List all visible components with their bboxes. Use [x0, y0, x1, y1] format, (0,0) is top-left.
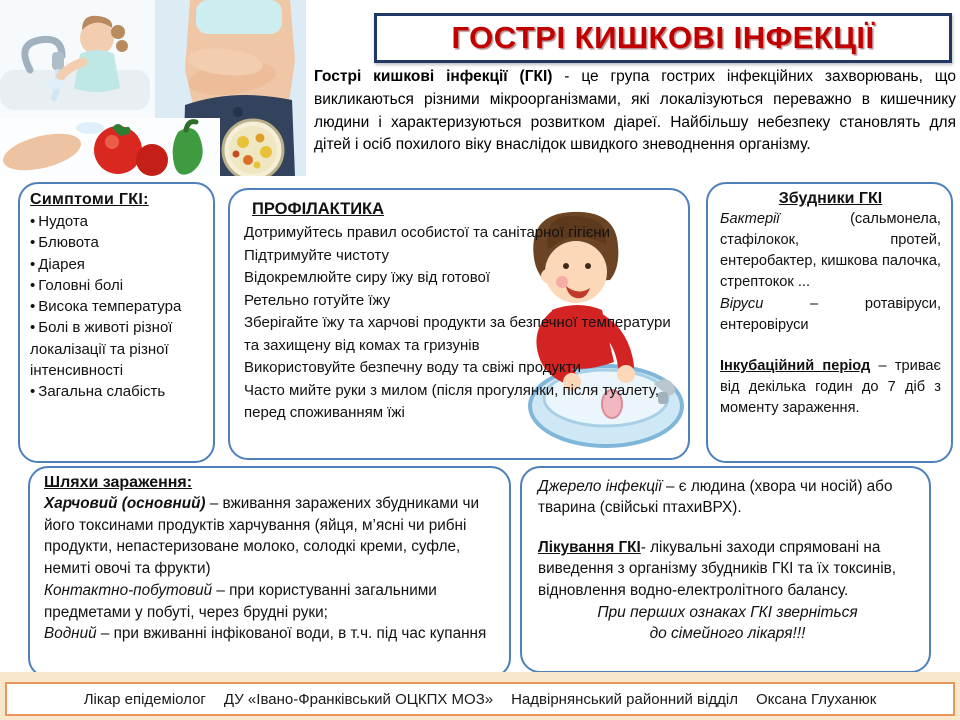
pathogens-heading: Збудники ГКІ — [778, 190, 883, 207]
photo-collage — [0, 0, 306, 176]
petri-dish-photo — [223, 120, 283, 176]
footer-author: Оксана Глуханюк — [755, 690, 877, 708]
prevention-box — [228, 188, 690, 460]
list-item: Відокремлюйте сиру їжу від готової — [244, 269, 491, 286]
pathogens-bacteria — [720, 209, 941, 294]
water-route-text: – при вживанні інфікованої води, в т.ч. під час купання — [96, 625, 487, 643]
source-treatment-box — [520, 466, 931, 673]
pathogens-incubation — [720, 356, 941, 419]
treatment-label: Лікування ГКІ — [538, 538, 641, 556]
symptoms-box — [18, 182, 215, 463]
footer-role: Лікар епідеміолог — [83, 690, 206, 708]
advice-line: до сімейного лікаря!!! — [649, 624, 806, 642]
transmission-heading: Шляхи зараження: — [44, 474, 193, 491]
poster-title-box — [374, 13, 952, 63]
pathogens-viruses — [720, 294, 941, 336]
footer — [5, 682, 955, 716]
intro-paragraph — [314, 66, 956, 157]
list-item: • Блювота — [30, 232, 205, 253]
list-item: • Загальна слабість — [30, 381, 205, 402]
transmission-food — [44, 493, 499, 580]
list-item: • Болі в животі різної локалізації та різної інтенсивності — [30, 317, 205, 381]
contact-route-label: Контактно-побутовий — [44, 581, 213, 599]
water-route-label: Водний — [44, 625, 97, 643]
contact-route-text: – при користуванні загальними предметами у побуті, через брудні руки; — [44, 581, 437, 621]
vegetables-photo — [0, 118, 220, 176]
food-route-label: Харчовий (основний) — [44, 495, 206, 512]
symptoms-list — [30, 211, 205, 403]
infection-source — [538, 476, 917, 519]
treatment — [538, 537, 917, 601]
prevention-heading: ПРОФІЛАКТИКА — [252, 200, 385, 218]
source-text: – є людина (хвора чи носій) або тварина (свійські птахиВРХ). — [538, 478, 893, 517]
footer-office: Надвірнянський районний відділ — [511, 690, 738, 708]
bacteria-label: Бактерії — [720, 211, 780, 227]
list-item: Підтримуйте чистоту — [244, 246, 389, 264]
doctor-advice — [538, 603, 917, 645]
collage-graphic — [0, 0, 306, 176]
incubation-label: Інкубаційний період — [720, 357, 871, 374]
list-item: Ретельно готуйте їжу — [244, 291, 391, 309]
list-item: • Головні болі — [30, 275, 205, 296]
prevention-list — [244, 222, 682, 425]
child-washing-hands-photo — [0, 0, 155, 122]
bacteria-text: (сальмонела, стафілокок, протей, ентеробактер, кишкова палочка, стрептокок ... — [720, 211, 941, 291]
food-route-text: – вживання заражених збудниками чи його токсинами продуктів харчування (яйця, м’ясні чи рибні продукти, непастеризоване молоко, солодкі креми, суфле, немиті овочі та фрукти) — [44, 495, 480, 578]
incubation-text: – триває від декілька годин до 7 діб з моменту зараження. — [720, 357, 941, 417]
spacer — [538, 519, 917, 537]
treatment-text: - лікувальні заходи спрямовані на виведення з організму збудників ГКІ та їх токсинів, відновлення водно-електролітного балансу. — [538, 538, 896, 599]
source-label: Джерело інфекції — [538, 478, 662, 495]
advice-line: При перших ознаках ГКІ зверніться — [597, 604, 858, 622]
list-item: Використовуйте безпечну воду та свіжі продукти — [244, 359, 581, 376]
list-item: Зберігайте їжу та харчові продукти за безпечної температури та захищену від комах та гризунів — [244, 314, 671, 354]
pathogens-box — [706, 182, 953, 463]
poster-title: ГОСТРІ КИШКОВІ ІНФЕКЦІЇ — [451, 20, 875, 55]
intro-lead: Гострі кишкові інфекції (ГКІ) — [314, 68, 553, 85]
spacer — [720, 336, 941, 356]
list-item: • Діарея — [30, 254, 205, 275]
transmission-contact — [44, 580, 499, 623]
viruses-text: – ротавіруси, ентеровіруси — [720, 295, 941, 333]
symptoms-heading: Симптоми ГКІ: — [30, 191, 149, 208]
list-item: Дотримуйтесь правил особистої та санітарної гігієни — [244, 224, 611, 241]
list-item: Часто мийте руки з милом (після прогулянки, після туалету, перед споживанням їжі — [244, 381, 659, 421]
transmission-box — [28, 466, 511, 678]
list-item: • Нудота — [30, 211, 205, 232]
footer-organization: ДУ «Івано-Франківський ОЦКПХ МОЗ» — [223, 690, 494, 708]
viruses-label: Віруси — [720, 295, 764, 312]
intro-text: - це група гострих інфекційних захворювань, що викликаються різними мікроорганізмами, які локалізуються переважно в кишечнику людини і характеризуються розвитком діареї. Найбільшу небезпеку становлять для дітей і осіб похилого віку внаслідок швидкого зневоднення організму. — [314, 68, 956, 154]
transmission-water — [44, 623, 499, 645]
list-item: • Висока температура — [30, 296, 205, 317]
